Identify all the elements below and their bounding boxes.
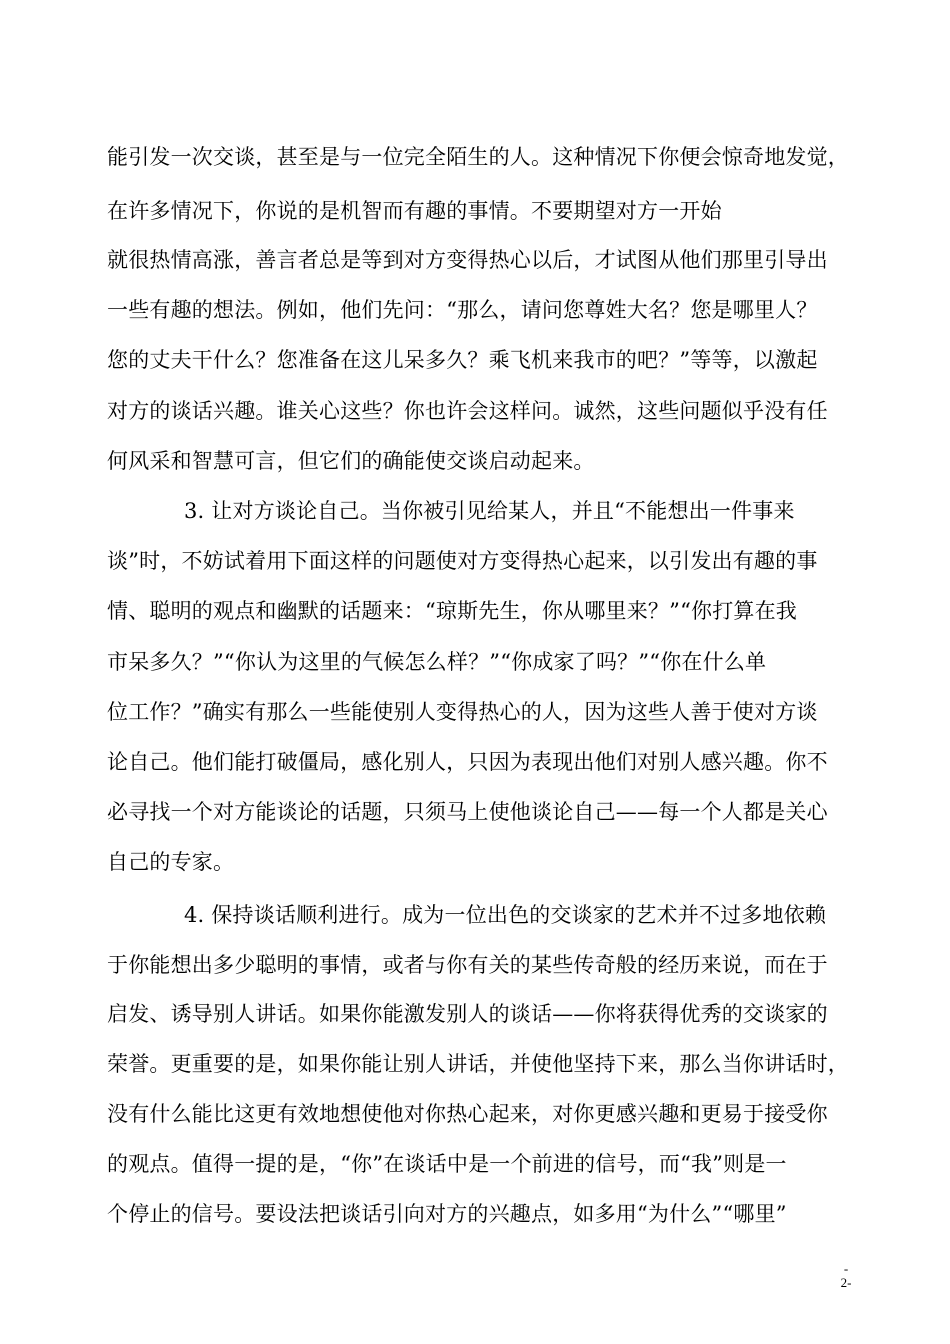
text-line: 对方的谈话兴趣。谁关心这些？你也许会这样问。诚然，这些问题似乎没有任 xyxy=(107,399,828,423)
text-line: 谈”时，不妨试着用下面这样的问题使对方变得热心起来，以引发出有趣的事 xyxy=(107,549,818,573)
text-line: 启发、诱导别人讲话。如果你能激发别人的谈话——你将获得优秀的交谈家的 xyxy=(107,1002,828,1026)
text-line: 个停止的信号。要设法把谈话引向对方的兴趣点，如多用“为什么”“哪里” xyxy=(107,1202,787,1226)
text-line: 自己的专家。 xyxy=(107,850,235,874)
text-line: 何风采和智慧可言，但它们的确能使交谈启动起来。 xyxy=(107,449,595,473)
text-line: 的观点。值得一提的是，“你”在谈话中是一个前进的信号，而“我”则是一 xyxy=(107,1152,787,1176)
text-line: 您的丈夫干什么？您准备在这儿呆多久？乘飞机来我市的吧？”等等，以激起 xyxy=(107,348,818,372)
text-line: 于你能想出多少聪明的事情，或者与你有关的某些传奇般的经历来说，而在于 xyxy=(107,953,828,977)
text-line: 市呆多久？”“你认为这里的气候怎么样？”“你成家了吗？”“你在什么单 xyxy=(107,650,767,674)
paragraph-heading-4: 4. 保持谈话顺利进行。成为一位出色的交谈家的艺术并不过多地依赖 xyxy=(184,903,827,927)
text-line: 位工作？”确实有那么一些能使别人变得热心的人，因为这些人善于使对方谈 xyxy=(107,700,818,724)
text-line: 荣誉。更重要的是，如果你能让别人讲话，并使他坚持下来，那么当你讲话时， xyxy=(107,1052,849,1076)
text-line: 就很热情高涨，善言者总是等到对方变得热心以后，才试图从他们那里引导出 xyxy=(107,248,828,272)
text-line: 必寻找一个对方能谈论的话题，只须马上使他谈论自己——每一个人都是关心 xyxy=(107,800,828,824)
text-line: 一些有趣的想法。例如，他们先问：“那么，请问您尊姓大名？您是哪里人？ xyxy=(107,298,818,322)
paragraph-heading-3: 3. 让对方谈论自己。当你被引见给某人，并且“不能想出一件事来 xyxy=(184,499,795,523)
text-line: 能引发一次交谈，甚至是与一位完全陌生的人。这种情况下你便会惊奇地发觉， xyxy=(107,145,849,169)
text-line: 在许多情况下，你说的是机智而有趣的事情。不要期望对方一开始 xyxy=(107,199,722,223)
text-line: 没有什么能比这更有效地想使他对你热心起来，对你更感兴趣和更易于接受你 xyxy=(107,1102,828,1126)
text-line: 论自己。他们能打破僵局，感化别人，只因为表现出他们对别人感兴趣。你不 xyxy=(107,750,828,774)
text-line: 情、聪明的观点和幽默的话题来：“琼斯先生，你从哪里来？”“你打算在我 xyxy=(107,599,798,623)
page-number: - 2- xyxy=(840,1261,852,1290)
